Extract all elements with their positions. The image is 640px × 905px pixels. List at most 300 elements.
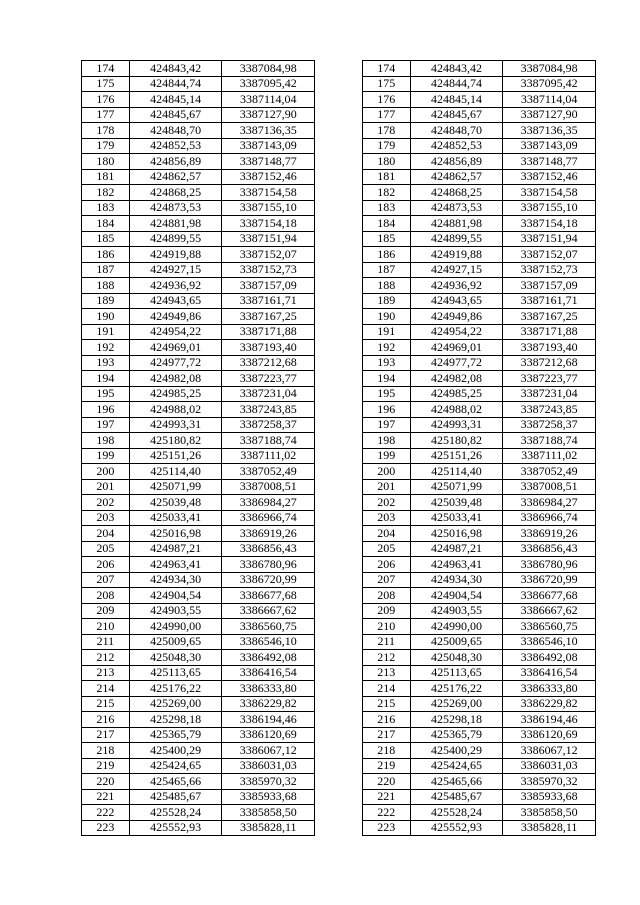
right-x-coordinate-cell: 425048,30 <box>410 650 503 666</box>
left-x-coordinate-cell: 425365,79 <box>129 727 222 743</box>
right-point-number-cell: 198 <box>362 433 410 449</box>
left-x-coordinate-cell: 425269,00 <box>129 696 222 712</box>
left-y-coordinate-cell: 3385933,68 <box>222 789 315 805</box>
left-y-coordinate-cell: 3387188,74 <box>222 433 315 449</box>
right-y-coordinate-cell: 3386677,68 <box>503 588 596 604</box>
right-y-coordinate-cell: 3387167,25 <box>503 309 596 325</box>
right-y-coordinate-cell: 3386120,69 <box>503 727 596 743</box>
left-point-number-cell: 223 <box>82 820 130 836</box>
right-x-coordinate-cell: 424881,98 <box>410 216 503 232</box>
right-y-coordinate-cell: 3386984,27 <box>503 495 596 511</box>
column-gap-cell <box>315 479 363 495</box>
left-y-coordinate-cell: 3387155,10 <box>222 200 315 216</box>
left-point-number-cell: 201 <box>82 479 130 495</box>
right-point-number-cell: 201 <box>362 479 410 495</box>
right-point-number-cell: 191 <box>362 324 410 340</box>
column-gap-cell <box>315 247 363 263</box>
left-x-coordinate-cell: 424990,00 <box>129 619 222 635</box>
column-gap-cell <box>315 805 363 821</box>
left-point-number-cell: 207 <box>82 572 130 588</box>
right-x-coordinate-cell: 425176,22 <box>410 681 503 697</box>
right-point-number-cell: 222 <box>362 805 410 821</box>
right-point-number-cell: 183 <box>362 200 410 216</box>
right-y-coordinate-cell: 3386229,82 <box>503 696 596 712</box>
left-point-number-cell: 174 <box>82 61 130 77</box>
left-point-number-cell: 175 <box>82 76 130 92</box>
right-y-coordinate-cell: 3387111,02 <box>503 448 596 464</box>
column-gap-cell <box>315 154 363 170</box>
right-point-number-cell: 188 <box>362 278 410 294</box>
right-y-coordinate-cell: 3386031,03 <box>503 758 596 774</box>
column-gap-cell <box>315 588 363 604</box>
left-y-coordinate-cell: 3387152,73 <box>222 262 315 278</box>
right-y-coordinate-cell: 3387152,73 <box>503 262 596 278</box>
left-point-number-cell: 211 <box>82 634 130 650</box>
right-y-coordinate-cell: 3385828,11 <box>503 820 596 836</box>
left-y-coordinate-cell: 3387171,88 <box>222 324 315 340</box>
right-point-number-cell: 185 <box>362 231 410 247</box>
right-point-number-cell: 211 <box>362 634 410 650</box>
right-x-coordinate-cell: 424848,70 <box>410 123 503 139</box>
left-x-coordinate-cell: 424899,55 <box>129 231 222 247</box>
column-gap-cell <box>315 386 363 402</box>
right-x-coordinate-cell: 424949,86 <box>410 309 503 325</box>
left-x-coordinate-cell: 424845,14 <box>129 92 222 108</box>
right-x-coordinate-cell: 425009,65 <box>410 634 503 650</box>
table-row <box>82 526 596 542</box>
table-row <box>82 76 596 92</box>
left-point-number-cell: 178 <box>82 123 130 139</box>
left-point-number-cell: 189 <box>82 293 130 309</box>
right-y-coordinate-cell: 3386667,62 <box>503 603 596 619</box>
column-gap-cell <box>315 712 363 728</box>
right-x-coordinate-cell: 424963,41 <box>410 557 503 573</box>
table-row <box>82 557 596 573</box>
left-y-coordinate-cell: 3387136,35 <box>222 123 315 139</box>
table-row <box>82 138 596 154</box>
left-point-number-cell: 194 <box>82 371 130 387</box>
right-x-coordinate-cell: 425039,48 <box>410 495 503 511</box>
table-row <box>82 805 596 821</box>
right-y-coordinate-cell: 3387223,77 <box>503 371 596 387</box>
table-row <box>82 200 596 216</box>
right-point-number-cell: 208 <box>362 588 410 604</box>
column-gap-cell <box>315 138 363 154</box>
right-y-coordinate-cell: 3386780,96 <box>503 557 596 573</box>
column-gap-cell <box>315 820 363 836</box>
table-row <box>82 495 596 511</box>
left-point-number-cell: 212 <box>82 650 130 666</box>
left-y-coordinate-cell: 3387143,09 <box>222 138 315 154</box>
left-y-coordinate-cell: 3387152,46 <box>222 169 315 185</box>
left-x-coordinate-cell: 425485,67 <box>129 789 222 805</box>
table-row <box>82 185 596 201</box>
right-x-coordinate-cell: 425269,00 <box>410 696 503 712</box>
right-x-coordinate-cell: 424845,67 <box>410 107 503 123</box>
left-x-coordinate-cell: 425048,30 <box>129 650 222 666</box>
right-y-coordinate-cell: 3386333,80 <box>503 681 596 697</box>
left-x-coordinate-cell: 425039,48 <box>129 495 222 511</box>
right-x-coordinate-cell: 424845,14 <box>410 92 503 108</box>
left-x-coordinate-cell: 425298,18 <box>129 712 222 728</box>
table-row <box>82 61 596 77</box>
right-y-coordinate-cell: 3386546,10 <box>503 634 596 650</box>
right-x-coordinate-cell: 424985,25 <box>410 386 503 402</box>
right-x-coordinate-cell: 424862,57 <box>410 169 503 185</box>
column-gap-cell <box>315 309 363 325</box>
left-x-coordinate-cell: 424934,30 <box>129 572 222 588</box>
left-point-number-cell: 191 <box>82 324 130 340</box>
right-x-coordinate-cell: 424993,31 <box>410 417 503 433</box>
right-point-number-cell: 223 <box>362 820 410 836</box>
column-gap-cell <box>315 495 363 511</box>
table-row <box>82 417 596 433</box>
column-gap-cell <box>315 355 363 371</box>
table-row <box>82 355 596 371</box>
right-x-coordinate-cell: 425365,79 <box>410 727 503 743</box>
right-point-number-cell: 189 <box>362 293 410 309</box>
left-y-coordinate-cell: 3387157,09 <box>222 278 315 294</box>
column-gap-cell <box>315 123 363 139</box>
table-row <box>82 216 596 232</box>
right-y-coordinate-cell: 3387171,88 <box>503 324 596 340</box>
right-point-number-cell: 187 <box>362 262 410 278</box>
right-point-number-cell: 182 <box>362 185 410 201</box>
right-y-coordinate-cell: 3386416,54 <box>503 665 596 681</box>
left-x-coordinate-cell: 424969,01 <box>129 340 222 356</box>
column-gap-cell <box>315 681 363 697</box>
right-x-coordinate-cell: 425016,98 <box>410 526 503 542</box>
right-y-coordinate-cell: 3387114,04 <box>503 92 596 108</box>
left-x-coordinate-cell: 424987,21 <box>129 541 222 557</box>
left-x-coordinate-cell: 424843,42 <box>129 61 222 77</box>
right-x-coordinate-cell: 425113,65 <box>410 665 503 681</box>
left-y-coordinate-cell: 3387223,77 <box>222 371 315 387</box>
right-y-coordinate-cell: 3386194,46 <box>503 712 596 728</box>
left-y-coordinate-cell: 3387052,49 <box>222 464 315 480</box>
right-point-number-cell: 214 <box>362 681 410 697</box>
left-x-coordinate-cell: 425400,29 <box>129 743 222 759</box>
left-y-coordinate-cell: 3387258,37 <box>222 417 315 433</box>
table-row <box>82 293 596 309</box>
column-gap-cell <box>315 61 363 77</box>
left-point-number-cell: 196 <box>82 402 130 418</box>
table-row <box>82 247 596 263</box>
column-gap-cell <box>315 417 363 433</box>
left-y-coordinate-cell: 3385858,50 <box>222 805 315 821</box>
right-point-number-cell: 205 <box>362 541 410 557</box>
left-point-number-cell: 198 <box>82 433 130 449</box>
left-point-number-cell: 208 <box>82 588 130 604</box>
left-point-number-cell: 187 <box>82 262 130 278</box>
left-x-coordinate-cell: 425424,65 <box>129 758 222 774</box>
left-point-number-cell: 222 <box>82 805 130 821</box>
left-y-coordinate-cell: 3386333,80 <box>222 681 315 697</box>
left-point-number-cell: 182 <box>82 185 130 201</box>
right-point-number-cell: 203 <box>362 510 410 526</box>
right-x-coordinate-cell: 424977,72 <box>410 355 503 371</box>
column-gap-cell <box>315 169 363 185</box>
left-y-coordinate-cell: 3387212,68 <box>222 355 315 371</box>
table-row <box>82 727 596 743</box>
right-point-number-cell: 184 <box>362 216 410 232</box>
left-point-number-cell: 190 <box>82 309 130 325</box>
right-point-number-cell: 175 <box>362 76 410 92</box>
right-point-number-cell: 193 <box>362 355 410 371</box>
table-row <box>82 603 596 619</box>
left-y-coordinate-cell: 3386720,99 <box>222 572 315 588</box>
left-y-coordinate-cell: 3386667,62 <box>222 603 315 619</box>
table-row <box>82 743 596 759</box>
left-x-coordinate-cell: 425180,82 <box>129 433 222 449</box>
left-y-coordinate-cell: 3386984,27 <box>222 495 315 511</box>
table-row <box>82 479 596 495</box>
right-y-coordinate-cell: 3387152,07 <box>503 247 596 263</box>
left-x-coordinate-cell: 424852,53 <box>129 138 222 154</box>
left-x-coordinate-cell: 424862,57 <box>129 169 222 185</box>
column-gap-cell <box>315 650 363 666</box>
left-y-coordinate-cell: 3387243,85 <box>222 402 315 418</box>
right-point-number-cell: 204 <box>362 526 410 542</box>
left-x-coordinate-cell: 425151,26 <box>129 448 222 464</box>
left-point-number-cell: 177 <box>82 107 130 123</box>
coordinate-table-body <box>82 61 596 836</box>
right-y-coordinate-cell: 3387151,94 <box>503 231 596 247</box>
column-gap-cell <box>315 340 363 356</box>
left-y-coordinate-cell: 3387111,02 <box>222 448 315 464</box>
table-row <box>82 169 596 185</box>
right-point-number-cell: 176 <box>362 92 410 108</box>
column-gap-cell <box>315 634 363 650</box>
left-point-number-cell: 188 <box>82 278 130 294</box>
left-y-coordinate-cell: 3387152,07 <box>222 247 315 263</box>
right-y-coordinate-cell: 3386856,43 <box>503 541 596 557</box>
right-x-coordinate-cell: 425424,65 <box>410 758 503 774</box>
left-point-number-cell: 213 <box>82 665 130 681</box>
right-point-number-cell: 177 <box>362 107 410 123</box>
right-x-coordinate-cell: 424899,55 <box>410 231 503 247</box>
column-gap-cell <box>315 665 363 681</box>
left-x-coordinate-cell: 424904,54 <box>129 588 222 604</box>
table-row <box>82 154 596 170</box>
right-x-coordinate-cell: 425400,29 <box>410 743 503 759</box>
left-x-coordinate-cell: 424848,70 <box>129 123 222 139</box>
right-y-coordinate-cell: 3387212,68 <box>503 355 596 371</box>
left-y-coordinate-cell: 3386919,26 <box>222 526 315 542</box>
right-x-coordinate-cell: 424856,89 <box>410 154 503 170</box>
table-row <box>82 650 596 666</box>
left-y-coordinate-cell: 3386416,54 <box>222 665 315 681</box>
left-x-coordinate-cell: 424993,31 <box>129 417 222 433</box>
left-x-coordinate-cell: 424856,89 <box>129 154 222 170</box>
column-gap-cell <box>315 743 363 759</box>
left-x-coordinate-cell: 424927,15 <box>129 262 222 278</box>
left-y-coordinate-cell: 3386492,08 <box>222 650 315 666</box>
right-point-number-cell: 218 <box>362 743 410 759</box>
left-point-number-cell: 221 <box>82 789 130 805</box>
right-y-coordinate-cell: 3387188,74 <box>503 433 596 449</box>
right-y-coordinate-cell: 3387193,40 <box>503 340 596 356</box>
right-point-number-cell: 174 <box>362 61 410 77</box>
left-y-coordinate-cell: 3385828,11 <box>222 820 315 836</box>
left-y-coordinate-cell: 3387084,98 <box>222 61 315 77</box>
right-y-coordinate-cell: 3387084,98 <box>503 61 596 77</box>
table-row <box>82 371 596 387</box>
right-x-coordinate-cell: 425298,18 <box>410 712 503 728</box>
column-gap-cell <box>315 92 363 108</box>
left-x-coordinate-cell: 424919,88 <box>129 247 222 263</box>
table-row <box>82 309 596 325</box>
left-x-coordinate-cell: 425465,66 <box>129 774 222 790</box>
right-y-coordinate-cell: 3387243,85 <box>503 402 596 418</box>
left-point-number-cell: 202 <box>82 495 130 511</box>
right-point-number-cell: 199 <box>362 448 410 464</box>
right-point-number-cell: 216 <box>362 712 410 728</box>
table-row <box>82 464 596 480</box>
right-x-coordinate-cell: 425114,40 <box>410 464 503 480</box>
right-y-coordinate-cell: 3385858,50 <box>503 805 596 821</box>
right-point-number-cell: 215 <box>362 696 410 712</box>
table-row <box>82 324 596 340</box>
right-x-coordinate-cell: 424954,22 <box>410 324 503 340</box>
table-row <box>82 386 596 402</box>
left-y-coordinate-cell: 3385970,32 <box>222 774 315 790</box>
table-row <box>82 448 596 464</box>
left-point-number-cell: 214 <box>82 681 130 697</box>
left-y-coordinate-cell: 3387127,90 <box>222 107 315 123</box>
right-x-coordinate-cell: 425552,93 <box>410 820 503 836</box>
left-x-coordinate-cell: 425113,65 <box>129 665 222 681</box>
table-row <box>82 572 596 588</box>
left-x-coordinate-cell: 424903,55 <box>129 603 222 619</box>
right-y-coordinate-cell: 3387052,49 <box>503 464 596 480</box>
left-x-coordinate-cell: 425033,41 <box>129 510 222 526</box>
left-x-coordinate-cell: 424868,25 <box>129 185 222 201</box>
column-gap-cell <box>315 433 363 449</box>
left-y-coordinate-cell: 3386031,03 <box>222 758 315 774</box>
left-point-number-cell: 218 <box>82 743 130 759</box>
left-y-coordinate-cell: 3387167,25 <box>222 309 315 325</box>
right-y-coordinate-cell: 3385970,32 <box>503 774 596 790</box>
right-x-coordinate-cell: 425033,41 <box>410 510 503 526</box>
right-point-number-cell: 217 <box>362 727 410 743</box>
column-gap-cell <box>315 727 363 743</box>
left-y-coordinate-cell: 3387161,71 <box>222 293 315 309</box>
left-point-number-cell: 206 <box>82 557 130 573</box>
right-point-number-cell: 210 <box>362 619 410 635</box>
column-gap-cell <box>315 448 363 464</box>
left-point-number-cell: 217 <box>82 727 130 743</box>
right-y-coordinate-cell: 3386966,74 <box>503 510 596 526</box>
right-point-number-cell: 178 <box>362 123 410 139</box>
right-x-coordinate-cell: 424934,30 <box>410 572 503 588</box>
left-x-coordinate-cell: 424982,08 <box>129 371 222 387</box>
right-point-number-cell: 212 <box>362 650 410 666</box>
table-row <box>82 758 596 774</box>
column-gap-cell <box>315 278 363 294</box>
right-y-coordinate-cell: 3387148,77 <box>503 154 596 170</box>
coordinate-table <box>81 60 596 836</box>
right-y-coordinate-cell: 3387143,09 <box>503 138 596 154</box>
left-y-coordinate-cell: 3387154,18 <box>222 216 315 232</box>
column-gap-cell <box>315 541 363 557</box>
left-point-number-cell: 205 <box>82 541 130 557</box>
left-point-number-cell: 181 <box>82 169 130 185</box>
table-row <box>82 278 596 294</box>
table-row <box>82 107 596 123</box>
column-gap-cell <box>315 696 363 712</box>
right-y-coordinate-cell: 3387231,04 <box>503 386 596 402</box>
right-x-coordinate-cell: 424936,92 <box>410 278 503 294</box>
left-point-number-cell: 193 <box>82 355 130 371</box>
right-x-coordinate-cell: 424844,74 <box>410 76 503 92</box>
right-y-coordinate-cell: 3387136,35 <box>503 123 596 139</box>
left-x-coordinate-cell: 424963,41 <box>129 557 222 573</box>
table-row <box>82 402 596 418</box>
left-x-coordinate-cell: 424985,25 <box>129 386 222 402</box>
right-point-number-cell: 181 <box>362 169 410 185</box>
left-point-number-cell: 216 <box>82 712 130 728</box>
right-y-coordinate-cell: 3386067,12 <box>503 743 596 759</box>
right-y-coordinate-cell: 3387155,10 <box>503 200 596 216</box>
right-point-number-cell: 190 <box>362 309 410 325</box>
right-point-number-cell: 220 <box>362 774 410 790</box>
table-row <box>82 231 596 247</box>
left-x-coordinate-cell: 425528,24 <box>129 805 222 821</box>
left-y-coordinate-cell: 3386546,10 <box>222 634 315 650</box>
left-point-number-cell: 179 <box>82 138 130 154</box>
right-x-coordinate-cell: 424903,55 <box>410 603 503 619</box>
left-point-number-cell: 209 <box>82 603 130 619</box>
right-y-coordinate-cell: 3387154,18 <box>503 216 596 232</box>
left-x-coordinate-cell: 425009,65 <box>129 634 222 650</box>
left-x-coordinate-cell: 424873,53 <box>129 200 222 216</box>
table-row <box>82 712 596 728</box>
table-row <box>82 681 596 697</box>
column-gap-cell <box>315 758 363 774</box>
left-x-coordinate-cell: 424845,67 <box>129 107 222 123</box>
table-row <box>82 789 596 805</box>
right-point-number-cell: 196 <box>362 402 410 418</box>
right-point-number-cell: 213 <box>362 665 410 681</box>
table-row <box>82 541 596 557</box>
right-y-coordinate-cell: 3385933,68 <box>503 789 596 805</box>
table-row <box>82 634 596 650</box>
left-point-number-cell: 176 <box>82 92 130 108</box>
left-x-coordinate-cell: 425016,98 <box>129 526 222 542</box>
left-point-number-cell: 204 <box>82 526 130 542</box>
column-gap-cell <box>315 262 363 278</box>
left-y-coordinate-cell: 3386966,74 <box>222 510 315 526</box>
right-point-number-cell: 202 <box>362 495 410 511</box>
column-gap-cell <box>315 216 363 232</box>
column-gap-cell <box>315 464 363 480</box>
left-y-coordinate-cell: 3386560,75 <box>222 619 315 635</box>
right-y-coordinate-cell: 3387008,51 <box>503 479 596 495</box>
right-x-coordinate-cell: 425528,24 <box>410 805 503 821</box>
column-gap-cell <box>315 200 363 216</box>
column-gap-cell <box>315 619 363 635</box>
left-point-number-cell: 215 <box>82 696 130 712</box>
left-x-coordinate-cell: 424844,74 <box>129 76 222 92</box>
left-point-number-cell: 220 <box>82 774 130 790</box>
right-x-coordinate-cell: 424904,54 <box>410 588 503 604</box>
column-gap-cell <box>315 557 363 573</box>
left-y-coordinate-cell: 3386780,96 <box>222 557 315 573</box>
right-y-coordinate-cell: 3386560,75 <box>503 619 596 635</box>
right-point-number-cell: 197 <box>362 417 410 433</box>
right-x-coordinate-cell: 424987,21 <box>410 541 503 557</box>
